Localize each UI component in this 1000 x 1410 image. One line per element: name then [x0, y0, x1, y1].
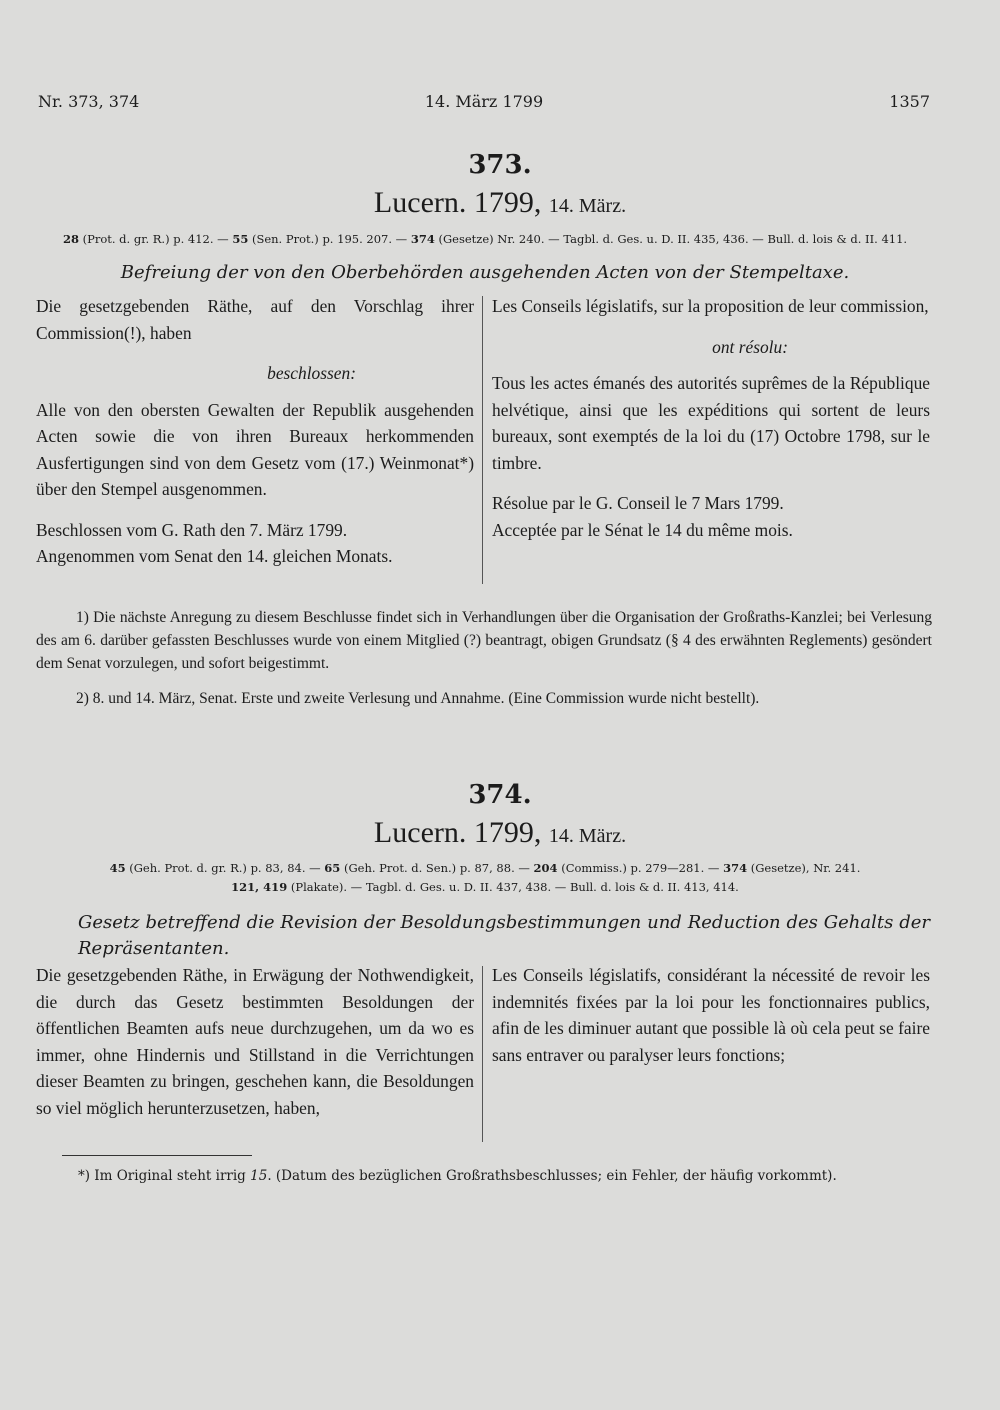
doc-373-german-column	[36, 293, 474, 570]
doc-373-place-year: Lucern. 1799,	[373, 186, 542, 219]
column-divider	[482, 296, 483, 584]
doc-373-fr-body: Tous les actes émanés des autorités suprêmes de la République helvétique, ainsi que les expéditions qui sortent de leurs bureaux, sont exemptés de la loi du (17) Octobre 1798, sur le timbre.	[492, 373, 930, 473]
ref-number: 28	[62, 232, 79, 246]
ref-text: (Gesetze), Nr. 241.	[747, 861, 861, 875]
ref-number: 45	[109, 861, 126, 875]
footnote-text: *) Im Original steht irrig	[78, 1168, 251, 1184]
doc-374-german-column	[36, 962, 474, 1121]
doc-374-sources	[40, 859, 930, 897]
footnote	[78, 1166, 920, 1186]
note-2: 2) 8. und 14. März, Senat. Erste und zweite Verlesung und Annahme. (Eine Commission wurde nicht bestellt).	[76, 690, 760, 707]
doc-373-de-closing-1: Beschlossen vom G. Rath den 7. März 1799.	[36, 519, 348, 540]
footnote-text-end: . (Datum des bezüglichen Großrathsbeschlusses; ein Fehler, der häufig vorkommt).	[267, 1168, 837, 1184]
header-date: 14. März 1799	[424, 92, 544, 111]
doc-373-fr-resolved: ont résolu:	[712, 336, 788, 357]
doc-373-de-resolved: beschlossen:	[267, 363, 356, 383]
column-divider	[482, 966, 483, 1142]
ref-number: 65	[324, 861, 341, 875]
page-number: 1357	[889, 92, 930, 111]
ref-number: 121, 419	[231, 880, 288, 894]
footnote-rule	[62, 1155, 252, 1156]
doc-373-fr-intro: Les Conseils législatifs, sur la proposition de leur commission,	[492, 296, 929, 316]
doc-374-de-preamble: Die gesetzgebenden Räthe, in Erwägung der Nothwendigkeit, die durch das Gesetz bestimmten Besoldungen der öffentlichen Beamten aufs neue durchzugehen, um da wo es immer, ohne Hindernis und Stillstand in die Verrichtungen dieser Beamten zu bringen, geschehen kann, die Besoldungen so viel möglich herunterzusetzen, haben,	[36, 965, 474, 1118]
doc-374-sources-line-1	[40, 859, 930, 878]
ref-number: 374	[723, 861, 748, 875]
doc-373-fr-closing-2: Acceptée par le Sénat le 14 du même mois.	[492, 519, 793, 540]
doc-373-number: 373.	[468, 150, 532, 180]
page-header	[38, 92, 930, 116]
doc-373-place	[0, 186, 1000, 220]
doc-373-de-intro: Die gesetzgebenden Räthe, auf den Vorschlag ihrer Commission(!), haben	[36, 296, 474, 343]
doc-373-heading: Befreiung der von den Oberbehörden ausgehenden Acten von der Stempeltaxe.	[120, 262, 850, 283]
ref-text: (Geh. Prot. d. Sen.) p. 87, 88. —	[340, 861, 534, 875]
note-1: 1) Die nächste Anregung zu diesem Beschlusse findet sich in Verhandlungen über die Organisation der Großraths-Kanzlei; bei Verlesung des am 6. darüber gefassten Beschlusses wurde von einem Mitglied (?) beantragt, obigen Grundsatz (§ 4 des erwähnten Reglements) gesöndert dem Senat vorzulegen, und sofort beigestimmt.	[36, 609, 932, 672]
ref-text: (Plakate). — Tagbl. d. Ges. u. D. II. 437, 438. — Bull. d. lois & d. II. 413, 414.	[287, 880, 739, 894]
doc-374-number: 374.	[468, 780, 532, 810]
ref-text: (Commiss.) p. 279—281. —	[557, 861, 724, 875]
doc-374-fr-preamble: Les Conseils législatifs, considérant la nécessité de revoir les indemnités fixées par la loi pour les fonctionnaires publics, afin de les diminuer autant que possible là où cela peut se faire sans entraver ou paralyser leurs fonctions;	[492, 965, 930, 1065]
ref-text: (Sen. Prot.) p. 195. 207. —	[248, 232, 411, 246]
doc-374-heading: Gesetz betreffend die Revision der Besoldungsbestimmungen und Reduction des Gehalts der Repräsentanten.	[78, 912, 930, 959]
header-doc-numbers: Nr. 373, 374	[38, 92, 140, 111]
doc-373-french-column	[492, 293, 930, 543]
ref-text: (Prot. d. gr. R.) p. 412. —	[78, 232, 233, 246]
ref-number: 204	[533, 861, 558, 875]
doc-373-de-closing-2: Angenommen vom Senat den 14. gleichen Monats.	[36, 546, 393, 566]
doc-374-french-column	[492, 962, 930, 1068]
footnote-italic-number: 15	[250, 1168, 268, 1184]
doc-374-place	[0, 816, 1000, 850]
ref-number: 55	[232, 232, 249, 246]
ref-text: (Geh. Prot. d. gr. R.) p. 83, 84. —	[125, 861, 325, 875]
ref-text: (Gesetze) Nr. 240. — Tagbl. d. Ges. u. D. II. 435, 436. — Bull. d. lois & d. II. 411.	[434, 232, 908, 246]
doc-373-fr-closing-1: Résolue par le G. Conseil le 7 Mars 1799.	[492, 493, 784, 513]
doc-373-sources	[40, 230, 930, 249]
doc-374-place-year: Lucern. 1799,	[373, 816, 542, 849]
doc-374-date: 14. März.	[548, 825, 627, 847]
doc-373-de-body: Alle von den obersten Gewalten der Republik ausgehenden Acten sowie die von ihren Bureaux herkommenden Ausfertigungen sind von dem Gesetz vom (17.) Weinmonat*) über den Stempel ausgenommen.	[36, 399, 474, 499]
doc-373-notes	[36, 606, 932, 710]
ref-number: 374	[410, 232, 435, 246]
doc-374-sources-line-2	[40, 878, 930, 897]
doc-373-date: 14. März.	[548, 195, 627, 217]
